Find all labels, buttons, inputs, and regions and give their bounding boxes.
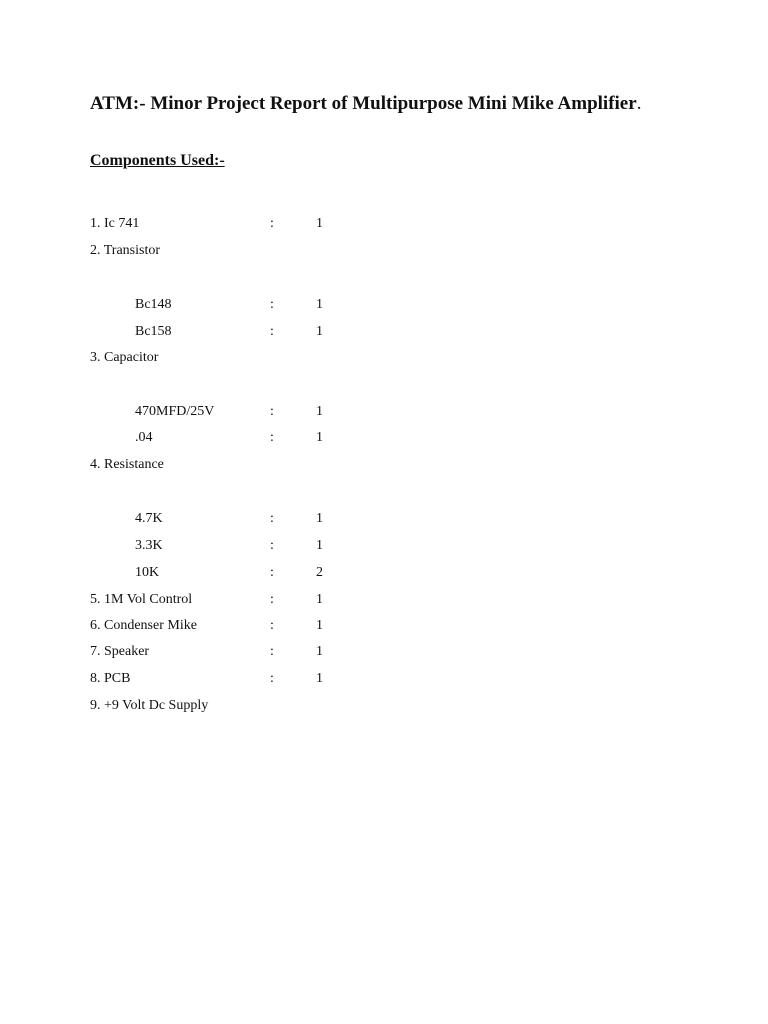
- item-quantity: 1: [316, 618, 323, 633]
- item-quantity: 1: [316, 538, 323, 553]
- item-label: 470MFD/25V: [135, 404, 215, 419]
- item-quantity: 1: [316, 404, 323, 419]
- item-label: 6. Condenser Mike: [90, 618, 197, 633]
- item-quantity: 1: [316, 216, 323, 231]
- item-quantity: 1: [316, 644, 323, 659]
- item-separator: :: [270, 618, 274, 633]
- item-quantity: 1: [316, 592, 323, 607]
- item-label: 5. 1M Vol Control: [90, 592, 193, 607]
- components-heading: Components Used:-: [90, 152, 225, 169]
- item-quantity: 1: [316, 297, 323, 312]
- report-title-text: ATM:- Minor Project Report of Multipurpose Mini Mike Amplifier: [90, 93, 637, 114]
- item-quantity: 1: [316, 511, 323, 526]
- item-label: 10K: [135, 565, 160, 580]
- item-separator: :: [270, 671, 274, 686]
- item-label: 9. +9 Volt Dc Supply: [90, 698, 209, 713]
- item-separator: :: [270, 297, 274, 312]
- item-separator: :: [270, 538, 274, 553]
- item-separator: :: [270, 324, 274, 339]
- item-label: 7. Speaker: [90, 644, 150, 659]
- report-title: [90, 93, 641, 115]
- item-separator: :: [270, 644, 274, 659]
- item-label: 3. Capacitor: [90, 350, 159, 365]
- item-label: 2. Transistor: [90, 243, 161, 258]
- item-separator: :: [270, 404, 274, 419]
- item-label: 4. Resistance: [90, 457, 164, 472]
- item-label: 4.7K: [135, 511, 163, 526]
- item-label: .04: [135, 430, 153, 445]
- item-label: 1. Ic 741: [90, 216, 140, 231]
- item-label: 8. PCB: [90, 671, 131, 686]
- item-separator: :: [270, 565, 274, 580]
- item-quantity: 1: [316, 671, 323, 686]
- item-quantity: 2: [316, 565, 323, 580]
- item-separator: :: [270, 592, 274, 607]
- report-title-period: .: [636, 93, 642, 114]
- item-label: Bc148: [135, 297, 172, 312]
- item-label: Bc158: [135, 324, 172, 339]
- item-quantity: 1: [316, 430, 323, 445]
- item-label: 3.3K: [135, 538, 163, 553]
- item-separator: :: [270, 216, 274, 231]
- item-quantity: 1: [316, 324, 323, 339]
- item-separator: :: [270, 511, 274, 526]
- item-separator: :: [270, 430, 274, 445]
